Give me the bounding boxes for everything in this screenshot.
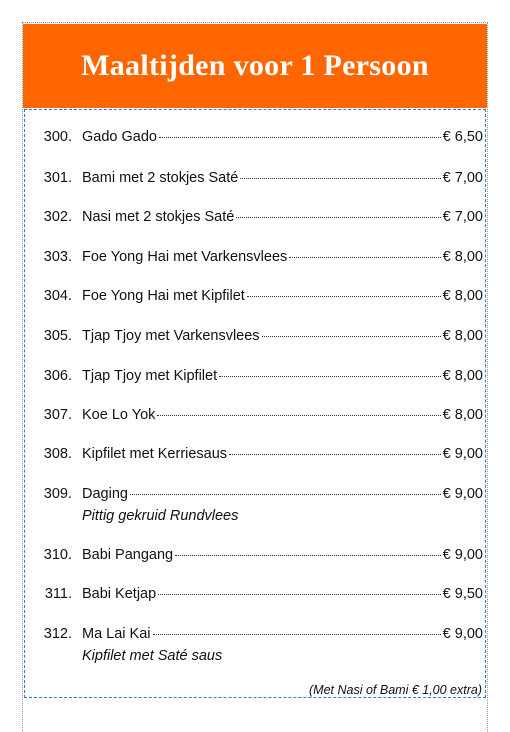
item-number: 300. [43, 129, 72, 145]
menu-item-302 [24, 209, 486, 227]
item-number: 309. [43, 486, 72, 502]
menu-item-310 [24, 547, 486, 565]
item-name: Bami met 2 stokjes Saté [82, 170, 239, 186]
item-name: Tjap Tjoy met Kipfilet [82, 368, 218, 384]
menu-item-306 [24, 368, 486, 386]
dot-leader [240, 178, 440, 179]
item-number: 308. [43, 446, 72, 462]
item-name: Ma Lai Kai [82, 626, 151, 642]
item-number: 312. [43, 626, 72, 642]
item-number: 305. [43, 328, 72, 344]
menu-item-308 [24, 446, 486, 464]
item-price: € 6,50 [442, 129, 483, 145]
menu-item-301 [24, 170, 486, 188]
item-number: 302. [43, 209, 72, 225]
item-price: € 7,00 [442, 209, 483, 225]
dot-leader [262, 336, 441, 337]
item-price: € 9,00 [442, 446, 483, 462]
item-number: 310. [43, 547, 72, 563]
dot-leader [236, 217, 440, 218]
item-name: Babi Ketjap [82, 586, 157, 602]
dot-leader [219, 376, 441, 377]
menu-item-311 [24, 586, 486, 604]
item-price: € 8,00 [442, 328, 483, 344]
menu-item-305 [24, 328, 486, 346]
item-price: € 9,00 [442, 486, 483, 502]
menu-item-312 [24, 626, 486, 664]
menu-frame [24, 109, 486, 698]
menu-item-304 [24, 288, 486, 306]
dot-leader [247, 296, 441, 297]
dot-leader [157, 415, 440, 416]
item-description: Pittig gekruid Rundvlees [82, 508, 239, 524]
item-number: 311. [44, 586, 72, 602]
menu-item-303 [24, 249, 486, 267]
item-name: Gado Gado [82, 129, 157, 145]
item-description: Kipfilet met Saté saus [82, 648, 223, 664]
footnote: (Met Nasi of Bami € 1,00 extra) [309, 683, 482, 697]
item-name: Foe Yong Hai met Kipfilet [82, 288, 245, 304]
item-number: 306. [43, 368, 72, 384]
item-number: 304. [43, 288, 72, 304]
item-name: Nasi met 2 stokjes Saté [82, 209, 235, 225]
item-name: Babi Pangang [82, 547, 174, 563]
dot-leader [229, 454, 441, 455]
dot-leader [289, 257, 440, 258]
item-price: € 8,00 [442, 407, 483, 423]
item-name: Daging [82, 486, 128, 502]
dot-leader [153, 634, 441, 635]
item-number: 301. [43, 170, 72, 186]
menu-header [23, 24, 487, 108]
item-price: € 9,50 [442, 586, 483, 602]
item-number: 307. [43, 407, 72, 423]
menu-item-307 [24, 407, 486, 425]
item-price: € 8,00 [442, 288, 483, 304]
item-name: Kipfilet met Kerriesaus [82, 446, 228, 462]
item-price: € 9,00 [442, 547, 483, 563]
menu-item-300 [24, 129, 486, 147]
dot-leader [175, 555, 441, 556]
dot-leader [158, 594, 441, 595]
item-price: € 7,00 [442, 170, 483, 186]
page-title: Maaltijden voor 1 Persoon [81, 49, 429, 82]
item-name: Tjap Tjoy met Varkensvlees [82, 328, 260, 344]
item-name: Foe Yong Hai met Varkensvlees [82, 249, 288, 265]
item-price: € 8,00 [442, 368, 483, 384]
item-price: € 8,00 [442, 249, 483, 265]
dot-leader [130, 494, 441, 495]
item-name: Koe Lo Yok [82, 407, 156, 423]
item-number: 303. [43, 249, 72, 265]
item-price: € 9,00 [442, 626, 483, 642]
menu-item-309 [24, 486, 486, 524]
dot-leader [159, 137, 441, 138]
